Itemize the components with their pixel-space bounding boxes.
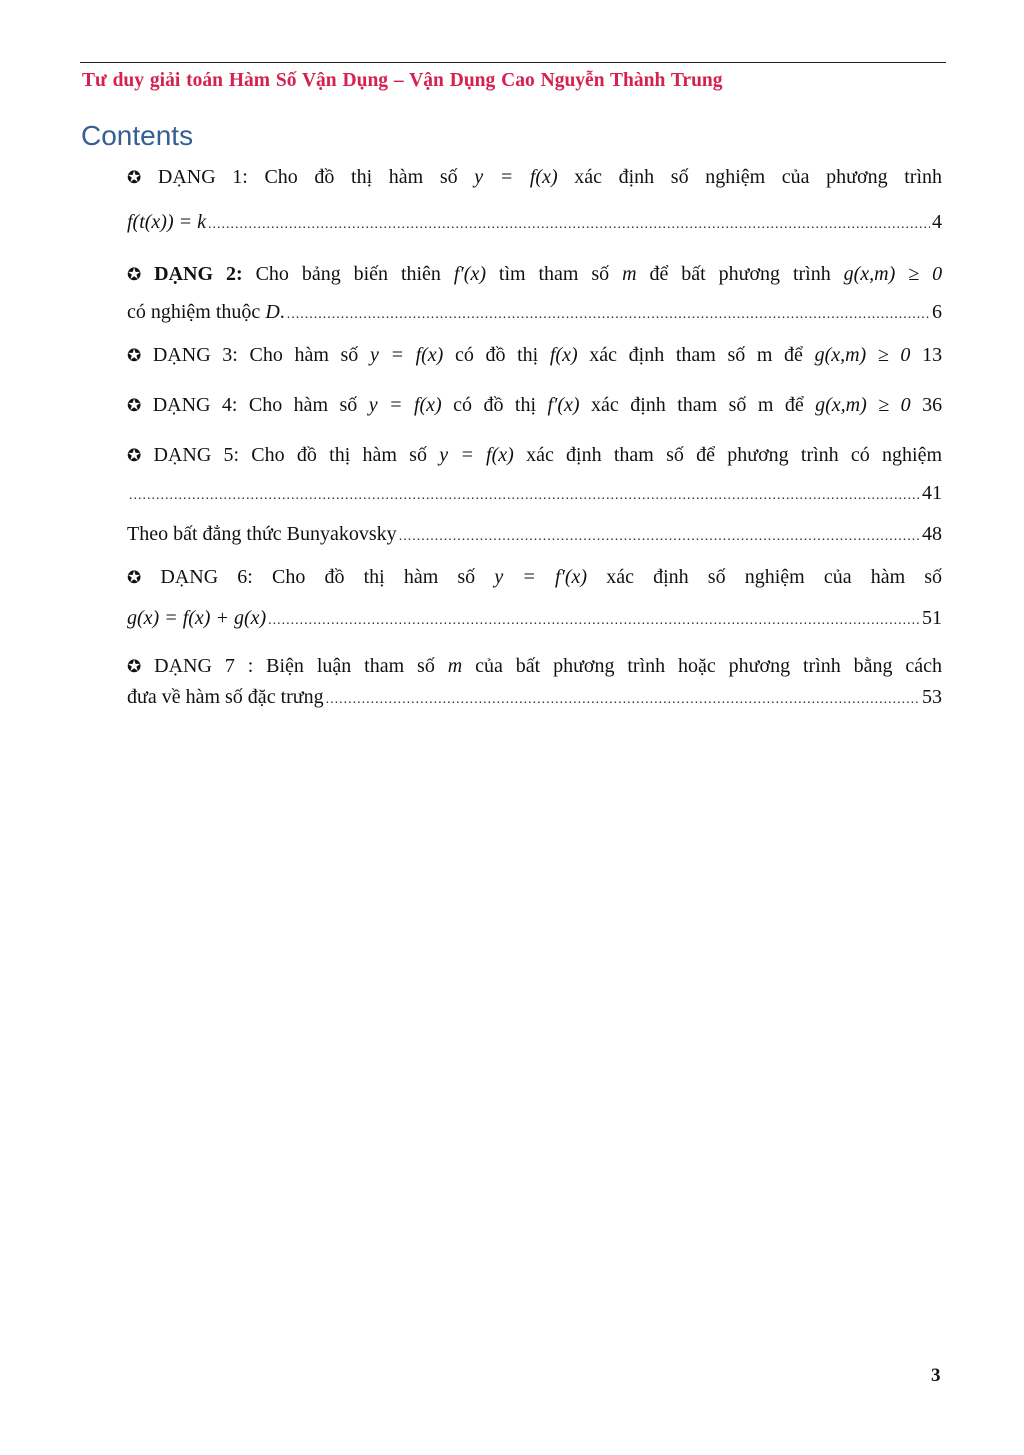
math-expression: y = f(x) (439, 444, 514, 466)
math-expression: f′(x) (453, 263, 486, 285)
math-expression: g(x,m) ≥ 0 (815, 394, 911, 416)
math-expression: y = f(x) (369, 344, 444, 366)
math-expression: D (265, 301, 280, 323)
page-number: 3 (931, 1365, 941, 1386)
contents-heading: Contents (81, 120, 194, 151)
toc-entry-2-line-1[interactable]: ✪ DẠNG 2: Cho bảng biến thiên f′(x) tìm tham số m để bất phương trình g(x,m) ≥ 0 (127, 263, 943, 285)
star-in-circle-icon: ✪ (127, 168, 142, 188)
toc-page-number: 6 (932, 301, 942, 323)
toc-page-number: 48 (922, 523, 942, 545)
toc-page-number: 51 (922, 607, 942, 629)
math-expression: m (447, 655, 463, 677)
toc-entry-5-line-1[interactable]: ✪ DẠNG 5: Cho đồ thị hàm số y = f(x) xác định tham số để phương trình có nghiệm (127, 444, 943, 466)
math-expression: f′(x) (547, 394, 580, 416)
math-expression: y = f(x) (474, 166, 558, 188)
math-expression: g(x) = f(x) + g(x) (127, 607, 267, 629)
star-in-circle-icon: ✪ (127, 346, 142, 366)
toc-page-number: 41 (922, 482, 942, 504)
toc-entry-7-line-2[interactable] (127, 606, 942, 633)
toc-page-number: 13 (922, 344, 943, 366)
toc-page-number: 36 (922, 394, 943, 416)
star-in-circle-icon: ✪ (127, 396, 142, 416)
dot-leader (129, 484, 920, 508)
dot-leader (268, 609, 920, 633)
toc-entry-4[interactable]: ✪ DẠNG 4: Cho hàm số y = f(x) có đồ thị f′(x) xác định tham số m để g(x,m) ≥ 0 36 (127, 394, 943, 416)
math-expression: y = f(x) (368, 394, 442, 416)
math-expression: g(x,m) ≥ 0 (814, 344, 911, 366)
star-in-circle-icon: ✪ (127, 446, 142, 466)
toc-entry-7-line-1[interactable]: ✪ DẠNG 6: Cho đồ thị hàm số y = f′(x) xác định số nghiệm của hàm số (127, 566, 943, 588)
star-in-circle-icon: ✪ (127, 568, 142, 588)
math-expression: f(x) (549, 344, 578, 366)
dot-leader (287, 303, 930, 327)
dot-leader (399, 525, 920, 549)
toc-page-number: 53 (922, 686, 942, 708)
toc-entry-1-line-2[interactable] (127, 210, 942, 237)
math-expression: f(t(x)) = k (127, 211, 207, 233)
dot-leader (326, 688, 920, 712)
toc-entry-3[interactable]: ✪ DẠNG 3: Cho hàm số y = f(x) có đồ thị f(x) xác định tham số m để g(x,m) ≥ 0 13 (127, 344, 943, 366)
running-header: Tư duy giải toán Hàm Số Vận Dụng – Vận Dụng Cao Nguyễn Thành Trung (82, 70, 723, 91)
math-expression: m (622, 263, 637, 285)
toc-entry-5-line-2[interactable] (127, 481, 942, 508)
dot-leader (208, 213, 930, 237)
toc-entry-1-line-1[interactable]: ✪ DẠNG 1: Cho đồ thị hàm số y = f(x) xác định số nghiệm của phương trình (127, 166, 942, 188)
toc-entry-2-line-2[interactable]: có nghiệm thuộc D. ..... 6 (127, 300, 942, 327)
toc-entry-8-line-1[interactable]: ✪ DẠNG 7 : Biện luận tham số m của bất phương trình hoặc phương trình bằng cách (127, 655, 943, 677)
toc-entry-8-line-2[interactable]: đưa về hàm số đặc trưng ..... 53 (127, 685, 942, 712)
header-rule (80, 62, 946, 63)
math-expression: y = f′(x) (494, 566, 588, 588)
toc-entry-6[interactable]: Theo bất đẳng thức Bunyakovsky ..... 48 (127, 522, 942, 549)
toc-page-number: 4 (932, 211, 942, 233)
star-in-circle-icon: ✪ (127, 265, 142, 285)
math-expression: g(x,m) ≥ 0 (843, 263, 943, 285)
star-in-circle-icon: ✪ (127, 657, 142, 677)
